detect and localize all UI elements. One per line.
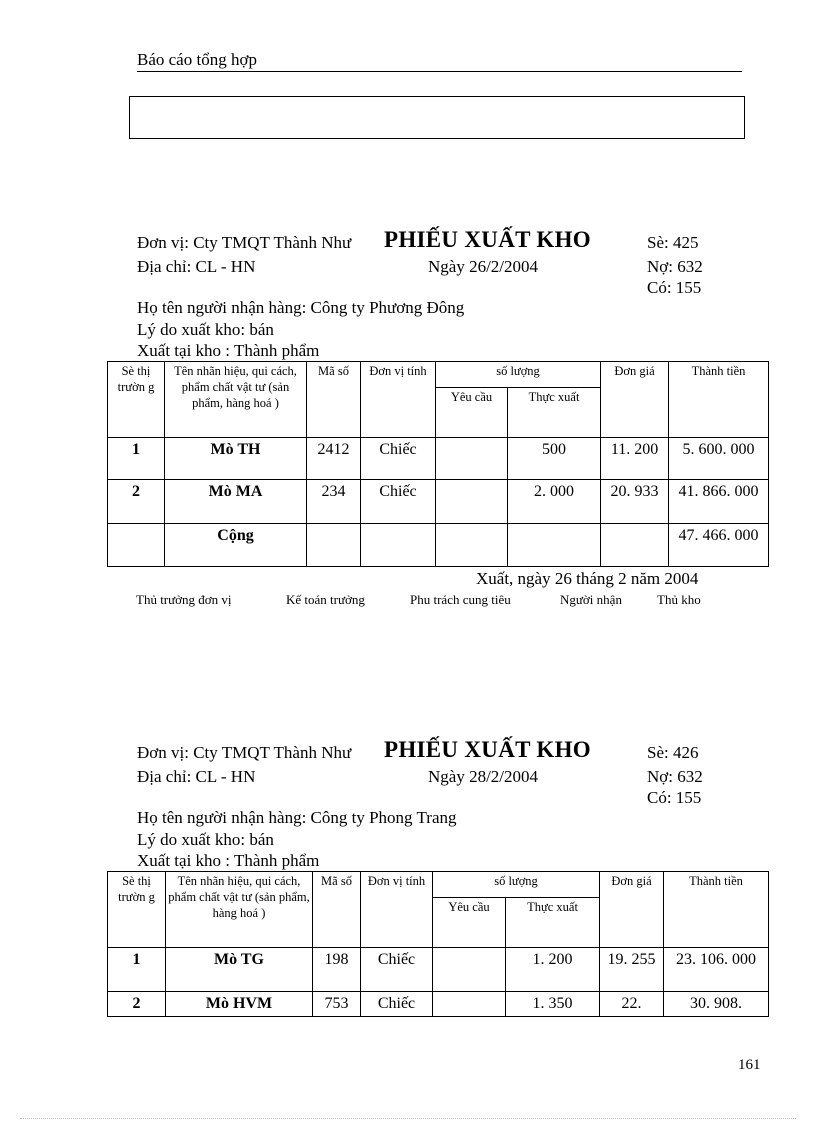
col-header-quantity: số lượng (433, 872, 600, 898)
col-header-name: Tên nhãn hiệu, qui cách, phẩm chất vật tư (sản phẩm, hàng hoá ) (165, 362, 307, 438)
table-row (108, 992, 769, 1017)
cell-requested (433, 992, 506, 1017)
col-header-requested: Yêu cầu (436, 388, 508, 438)
cell-empty (601, 524, 669, 567)
cell-requested (436, 480, 508, 524)
cell-amount: 5. 600. 000 (669, 438, 769, 480)
cell-stt: 1 (108, 438, 165, 480)
slip-credit: Có: 155 (647, 278, 702, 297)
cell-name: Mò MA (165, 480, 307, 524)
cell-amount: 30. 908. (664, 992, 769, 1017)
report-title: Báo cáo tổng hợp (137, 50, 257, 69)
slip-debit: Nợ: 632 (647, 257, 703, 276)
cell-stt: 2 (108, 480, 165, 524)
col-header-unit: Đơn vị tính (361, 362, 436, 438)
total-label: Cộng (165, 524, 307, 567)
signature-recipient: Người nhận (560, 592, 622, 607)
col-header-requested: Yêu cầu (433, 898, 506, 948)
slip-issue-date: Xuất, ngày 26 tháng 2 năm 2004 (476, 569, 699, 588)
cell-unit-price: 22. (600, 992, 664, 1017)
col-header-name: Tên nhãn hiệu, qui cách, phẩm chất vật tư (sản phẩm, hàng hoá ) (166, 872, 313, 948)
total-value: 47. 466. 000 (669, 524, 769, 567)
signature-chief-accountant: Kế toán trưởng (286, 592, 365, 607)
col-header-amount: Thành tiền (664, 872, 769, 948)
slip-unit: Đơn vị: Cty TMQT Thành Như (137, 233, 352, 252)
cell-requested (436, 438, 508, 480)
slip-title: PHIẾU XUẤT KHO (384, 737, 591, 762)
cell-code: 234 (307, 480, 361, 524)
col-header-unit-price: Đơn giá (600, 872, 664, 948)
empty-frame (129, 96, 745, 139)
table-header-row (108, 362, 769, 388)
cell-name: Mò HVM (166, 992, 313, 1017)
cell-unit-price: 11. 200 (601, 438, 669, 480)
cell-code: 753 (313, 992, 361, 1017)
cell-code: 198 (313, 948, 361, 992)
slip-number: Sè: 425 (647, 233, 699, 252)
col-header-issued: Thực xuất (506, 898, 600, 948)
slip-number: Sè: 426 (647, 743, 699, 762)
cell-empty (436, 524, 508, 567)
table-row (108, 438, 769, 480)
slip-table (107, 871, 769, 1017)
slip-title: PHIẾU XUẤT KHO (384, 227, 591, 252)
signature-head-of-unit: Thủ trưởng đơn vị (136, 592, 232, 607)
slip-recipient: Họ tên người nhận hàng: Công ty Phong Trang (137, 808, 457, 827)
col-header-issued: Thực xuất (508, 388, 601, 438)
col-header-quantity: số lượng (436, 362, 601, 388)
col-header-unit: Đơn vị tính (361, 872, 433, 948)
slip-address: Địa chỉ: CL - HN (137, 767, 256, 786)
cell-stt: 2 (108, 992, 166, 1017)
col-header-unit-price: Đơn giá (601, 362, 669, 438)
cell-issued: 500 (508, 438, 601, 480)
cell-name: Mò TG (166, 948, 313, 992)
cell-unit: Chiếc (361, 480, 436, 524)
slip-address: Địa chỉ: CL - HN (137, 257, 256, 276)
cell-amount: 41. 866. 000 (669, 480, 769, 524)
slip-credit: Có: 155 (647, 788, 702, 807)
cell-amount: 23. 106. 000 (664, 948, 769, 992)
cell-issued: 2. 000 (508, 480, 601, 524)
cell-issued: 1. 200 (506, 948, 600, 992)
col-header-code: Mã số (313, 872, 361, 948)
table-header-row (108, 872, 769, 898)
slip-date: Ngày 28/2/2004 (428, 767, 539, 786)
slip-table (107, 361, 769, 567)
cell-unit-price: 19. 255 (600, 948, 664, 992)
slip-date: Ngày 26/2/2004 (428, 257, 539, 276)
signature-storekeeper: Thủ kho (657, 592, 701, 607)
cell-issued: 1. 350 (506, 992, 600, 1017)
cell-empty (307, 524, 361, 567)
col-header-stt: Sè thị trườn g (108, 362, 165, 438)
table-total-row (108, 524, 769, 567)
col-header-amount: Thành tiền (669, 362, 769, 438)
cell-unit: Chiếc (361, 438, 436, 480)
cell-unit: Chiếc (361, 948, 433, 992)
col-header-code: Mã số (307, 362, 361, 438)
slip-warehouse: Xuất tại kho : Thành phẩm (137, 851, 320, 870)
page-bottom-rule (20, 1118, 796, 1119)
slip-reason: Lý do xuất kho: bán (137, 320, 274, 339)
slip-unit: Đơn vị: Cty TMQT Thành Như (137, 743, 352, 762)
cell-unit: Chiếc (361, 992, 433, 1017)
cell-name: Mò TH (165, 438, 307, 480)
header-rule (137, 71, 742, 72)
cell-requested (433, 948, 506, 992)
slip-warehouse: Xuất tại kho : Thành phẩm (137, 341, 320, 360)
page-number: 161 (738, 1057, 761, 1073)
cell-empty (108, 524, 165, 567)
cell-empty (508, 524, 601, 567)
cell-empty (361, 524, 436, 567)
cell-stt: 1 (108, 948, 166, 992)
slip-reason: Lý do xuất kho: bán (137, 830, 274, 849)
table-row (108, 480, 769, 524)
table-row (108, 948, 769, 992)
col-header-stt: Sè thị trườn g (108, 872, 166, 948)
cell-unit-price: 20. 933 (601, 480, 669, 524)
slip-recipient: Họ tên người nhận hàng: Công ty Phương Đông (137, 298, 465, 317)
cell-code: 2412 (307, 438, 361, 480)
slip-debit: Nợ: 632 (647, 767, 703, 786)
signature-supply-manager: Phu trách cung tiêu (410, 592, 511, 607)
